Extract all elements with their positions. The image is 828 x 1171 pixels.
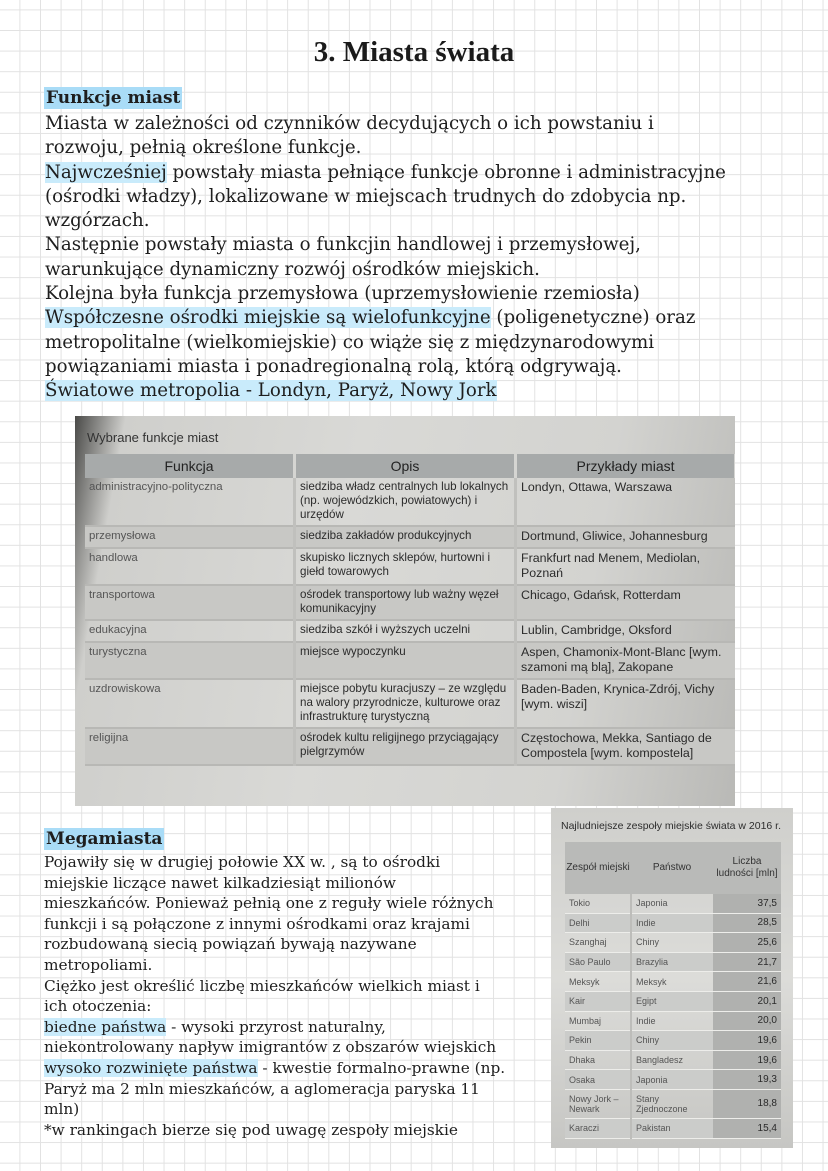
table-cell: ośrodek transportowy lub ważny węzeł komunikacyjny xyxy=(295,585,516,620)
population-table xyxy=(565,842,781,1139)
table-cell: Indie xyxy=(631,913,713,933)
table-cell: 21,6 xyxy=(713,972,781,992)
table-cell: Egipt xyxy=(631,991,713,1011)
text-line: Kolejna była funkcja przemysłowa (uprzemysłowienie rzemiosła) xyxy=(45,283,640,305)
functions-table xyxy=(85,454,735,766)
table-row xyxy=(85,478,735,526)
table-cell: handlowa xyxy=(85,548,295,585)
table-row xyxy=(565,1011,781,1031)
column-header: Zespół miejski xyxy=(565,842,631,894)
table-row xyxy=(85,526,735,548)
table-cell: 28,5 xyxy=(713,913,781,933)
table-cell: 37,5 xyxy=(713,894,781,913)
text-span: (poligenetyczne) oraz xyxy=(490,307,696,329)
table-cell: 15,4 xyxy=(713,1118,781,1138)
table-cell: Tokio xyxy=(565,894,631,913)
text-line: mln) xyxy=(44,1100,80,1119)
table-cell: 19,3 xyxy=(713,1070,781,1090)
text-line: Następnie powstały miasta o funkcjin handlowej i przemysłowej, xyxy=(45,234,641,256)
table-cell: edukacyjna xyxy=(85,620,295,642)
text-line: metropolitalne (wielkomiejskie) co wiąże się z międzynarodowymi xyxy=(45,331,655,353)
table-row xyxy=(565,1050,781,1070)
text-line: warunkujące dynamiczny rozwój ośrodków miejskich. xyxy=(45,258,540,280)
column-header: Liczba ludności [mln] xyxy=(713,842,781,894)
page-title: 3. Miasta świata xyxy=(313,36,515,68)
text-line xyxy=(44,1058,544,1079)
table-cell: Nowy Jork – Newark xyxy=(565,1089,631,1118)
table-row xyxy=(565,991,781,1011)
table-row xyxy=(85,585,735,620)
text-line: rozbudowaną siecią powiązań bywają nazywane xyxy=(44,935,417,954)
table-cell: Japonia xyxy=(631,1070,713,1090)
highlight: Światowe metropolia - Londyn, Paryż, Nowy Jork xyxy=(45,380,497,402)
table-cell: transportowa xyxy=(85,585,295,620)
text-line xyxy=(45,379,805,403)
table-cell: Londyn, Ottawa, Warszawa xyxy=(516,478,736,526)
column-header: Opis xyxy=(295,454,516,478)
table-cell: 19,6 xyxy=(713,1031,781,1051)
table-cell: turystyczna xyxy=(85,642,295,679)
table-cell: Szanghaj xyxy=(565,933,631,953)
population-table-photo xyxy=(551,808,793,1148)
table-cell: religijna xyxy=(85,728,295,765)
table-cell: Chiny xyxy=(631,1031,713,1051)
text-line xyxy=(45,306,805,330)
column-header: Przykłady miast xyxy=(516,454,736,478)
table-cell: administracyjno-polityczna xyxy=(85,478,295,526)
text-line: Miasta w zależności od czynników decydujących o ich powstaniu i xyxy=(45,113,654,134)
megacities-paragraph xyxy=(44,852,544,1140)
section-heading-megacities: Megamiasta xyxy=(46,829,163,849)
text-line: Ciężko jest określić liczbę mieszkańców wielkich miast i xyxy=(44,976,480,995)
table-cell: miejsce wypoczynku xyxy=(295,642,516,679)
text-line: niekontrolowany napływ imigrantów z obszarów wiejskich xyxy=(44,1038,497,1057)
table-cell: 21,7 xyxy=(713,952,781,972)
highlight: wysoko rozwinięte państwa xyxy=(44,1058,258,1077)
table-cell: Frankfurt nad Menem, Mediolan, Poznań xyxy=(516,548,736,585)
table-cell: Dhaka xyxy=(565,1050,631,1070)
text-line: (ośrodki władzy), lokalizowane w miejscach trudnych do zdobycia np. xyxy=(45,185,687,207)
table-cell: ośrodek kultu religijnego przyciągający pielgrzymów xyxy=(295,728,516,765)
table-cell: 20,0 xyxy=(713,1011,781,1031)
text-line: miejskie liczące nawet kilkadziesiąt milionów xyxy=(44,873,396,892)
table-cell: Chicago, Gdańsk, Rotterdam xyxy=(516,585,736,620)
table-cell: uzdrowiskowa xyxy=(85,679,295,728)
table-row xyxy=(565,1031,781,1051)
table-row xyxy=(565,894,781,913)
text-span: - kwestie formalno-prawne (np. xyxy=(257,1058,506,1077)
table-cell: skupisko licznych sklepów, hurtowni i giełd towarowych xyxy=(295,548,516,585)
functions-table-photo xyxy=(75,416,735,806)
table-row xyxy=(85,642,735,679)
table-cell: 18,8 xyxy=(713,1089,781,1118)
text-span: powstały miasta pełniące funkcje obronne i administracyjne xyxy=(166,161,726,183)
table-row xyxy=(85,679,735,728)
table-cell: Bangladesz xyxy=(631,1050,713,1070)
table-cell: Dortmund, Gliwice, Johannesburg xyxy=(516,526,736,548)
table-caption: Wybrane funkcje miast xyxy=(87,430,219,445)
table-cell: Meksyk xyxy=(565,972,631,992)
table-row xyxy=(565,933,781,953)
table-row xyxy=(565,972,781,992)
table-cell: Chiny xyxy=(631,933,713,953)
table-cell: Japonia xyxy=(631,894,713,913)
section-heading-functions: Funkcje miast xyxy=(46,88,181,108)
highlight: Najwcześniej xyxy=(45,161,167,183)
table-cell: Mumbaj xyxy=(565,1011,631,1031)
column-header: Funkcja xyxy=(85,454,295,478)
table-cell: Osaka xyxy=(565,1070,631,1090)
table-cell: Delhi xyxy=(565,913,631,933)
highlight: biedne państwa xyxy=(44,1017,167,1036)
table-cell: miejsce pobytu kuracjuszy – ze względu na walory przyrodnicze, kulturowe oraz infrastrukturę turystyczną xyxy=(295,679,516,728)
text-line: Pojawiły się w drugiej połowie XX w. , są to ośrodki xyxy=(44,853,441,871)
text-span: - wysoki przyrost naturalny, xyxy=(166,1017,386,1036)
table-cell: Brazylia xyxy=(631,952,713,972)
table-row xyxy=(565,1118,781,1138)
table-row xyxy=(565,1089,781,1118)
table-cell: 25,6 xyxy=(713,933,781,953)
table-cell: Kair xyxy=(565,991,631,1011)
table-cell: Baden-Baden, Krynica-Zdrój, Vichy [wym. wiszi] xyxy=(516,679,736,728)
text-line: Paryż ma 2 mln mieszkańców, a aglomeracja paryska 11 xyxy=(44,1079,480,1098)
table-cell: Karaczi xyxy=(565,1118,631,1138)
table-row xyxy=(565,913,781,933)
table-cell: Pekin xyxy=(565,1031,631,1051)
text-line: ich otoczenia: xyxy=(44,997,152,1016)
table-cell: Indie xyxy=(631,1011,713,1031)
table-cell: przemysłowa xyxy=(85,526,295,548)
text-line: metropoliami. xyxy=(44,955,153,974)
table-cell: Aspen, Chamonix-Mont-Blanc [wym. szamoni mą blą], Zakopane xyxy=(516,642,736,679)
functions-paragraph xyxy=(45,112,805,404)
table-row xyxy=(85,548,735,585)
table-cell: Lublin, Cambridge, Oksford xyxy=(516,620,736,642)
table-cell: siedziba władz centralnych lub lokalnych (np. wojewódzkich, powiatowych) i urzędów xyxy=(295,478,516,526)
text-line xyxy=(45,161,805,185)
text-line: *w rankingach bierze się pod uwagę zespoły miejskie xyxy=(44,1120,458,1139)
text-line: wzgórzach. xyxy=(45,210,150,232)
text-line xyxy=(44,1017,544,1038)
text-line: rozwoju, pełnią określone funkcje. xyxy=(45,137,362,159)
table-row xyxy=(85,728,735,765)
text-line: mieszkańców. Ponieważ pełnią one z reguły wiele różnych xyxy=(44,894,494,913)
column-header: Państwo xyxy=(631,842,713,894)
table-cell: 20,1 xyxy=(713,991,781,1011)
text-line: powiązaniami miasta i ponadregionalną rolą, którą odgrywają. xyxy=(45,355,622,377)
table-cell: Stany Zjednoczone xyxy=(631,1089,713,1118)
table-row xyxy=(565,952,781,972)
table-cell: siedziba szkół i wyższych uczelni xyxy=(295,620,516,642)
table-cell: 19,6 xyxy=(713,1050,781,1070)
table-caption: Najludniejsze zespoły miejskie świata w 2016 r. xyxy=(561,820,782,832)
highlight: Współczesne ośrodki miejskie są wielofunkcyjne xyxy=(45,307,491,329)
table-cell: Pakistan xyxy=(631,1118,713,1138)
text-line: funkcji i są połączone z innymi ośrodkami oraz krajami xyxy=(44,914,470,933)
table-row xyxy=(85,620,735,642)
table-cell: siedziba zakładów produkcyjnych xyxy=(295,526,516,548)
table-cell: Częstochowa, Mekka, Santiago de Compostela [wym. kompostela] xyxy=(516,728,736,765)
table-cell: São Paulo xyxy=(565,952,631,972)
table-cell: Meksyk xyxy=(631,972,713,992)
table-row xyxy=(565,1070,781,1090)
